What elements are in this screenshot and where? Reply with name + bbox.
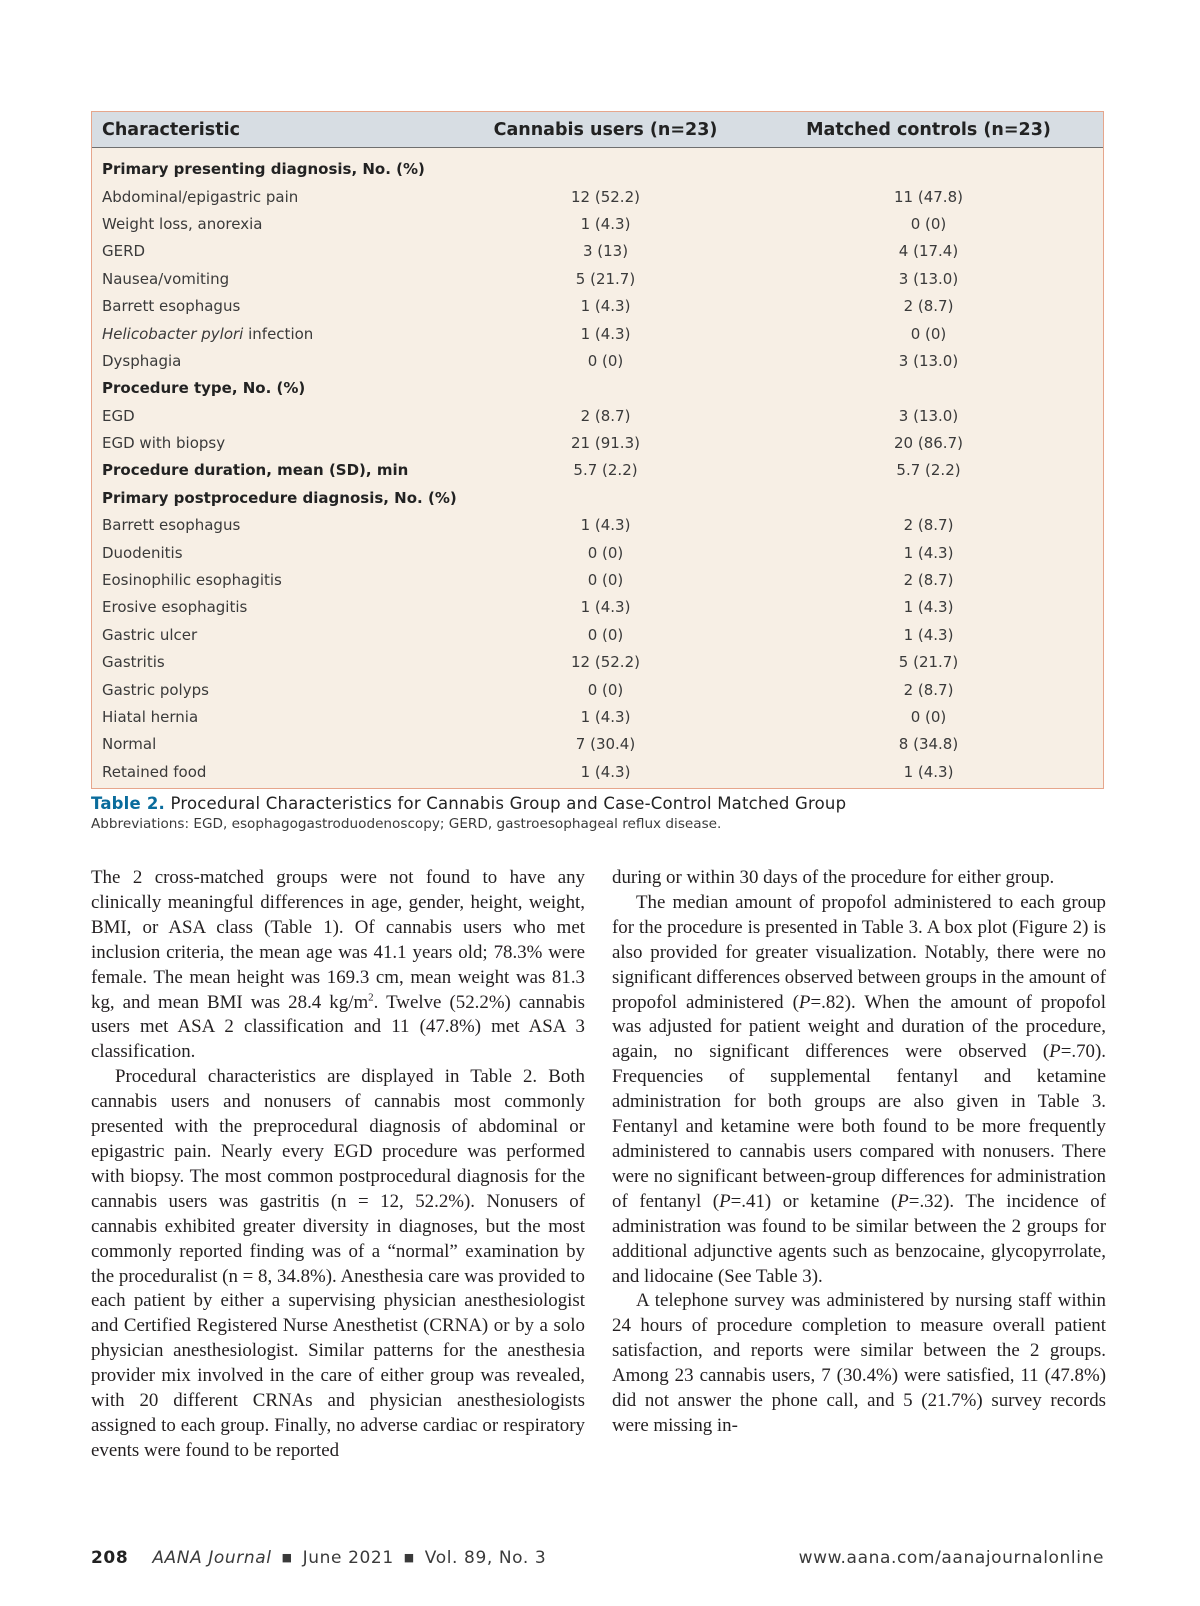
cannabis-users-value: 0 (0) <box>587 571 624 590</box>
matched-controls-value: 2 (8.7) <box>903 571 954 590</box>
cannabis-users-value: 5.7 (2.2) <box>573 461 638 480</box>
table-body <box>92 148 1103 788</box>
row-label: Retained food <box>102 762 207 781</box>
matched-controls-value: 11 (47.8) <box>894 187 963 206</box>
cannabis-users-value: 7 (30.4) <box>575 735 636 754</box>
paragraph: Procedural characteristics are displayed in Table 2. Both cannabis users and nonusers of cannabis most commonly presented with the preprocedural diagnosis of abdominal or epigastric pain. Nearly every EGD procedure was performed with biopsy. The most common postprocedural diagnosis for the cannabis users was gastritis (n = 12, 52.2%). Nonusers of cannabis exhibited greater diversity in diagnoses, but the most commonly reported finding was of a “normal” examination by the proceduralist (n = 8, 34.8%). Anesthesia care was provided to each patient by either a supervising physician anesthesiologist and Certified Registered Nurse Anesthetist (CRNA) or by a solo physician anesthesiologist. Similar patterns for the anesthesia provider mix involved in the care of either group was revealed, with 20 different CRNAs and physician anesthesiologists assigned to each group. Finally, no adverse cardiac or respiratory events were found to be reported <box>91 1066 585 1461</box>
cannabis-users-value: 12 (52.2) <box>571 187 640 206</box>
matched-controls-value <box>754 375 1103 402</box>
cannabis-users-value: 5 (21.7) <box>575 269 636 288</box>
table-header-row <box>92 112 1103 148</box>
caption-title: Procedural Characteristics for Cannabis Group and Case-Control Matched Group <box>170 794 847 813</box>
superscript: 2 <box>368 991 374 1004</box>
cannabis-users-value <box>457 485 754 512</box>
matched-controls-value: 8 (34.8) <box>898 735 959 754</box>
cannabis-users-value <box>457 148 754 184</box>
cannabis-users-value: 0 (0) <box>587 625 624 644</box>
cannabis-users-value: 3 (13) <box>582 242 629 261</box>
matched-controls-value: 0 (0) <box>910 324 947 343</box>
caption-table-number: Table 2. <box>91 794 166 813</box>
cannabis-users-value <box>457 375 754 402</box>
row-label: Hiatal hernia <box>102 708 199 726</box>
cannabis-users-value: 0 (0) <box>587 351 624 370</box>
table-row <box>92 704 1103 731</box>
row-label: EGD <box>102 406 135 425</box>
p-value-symbol: P <box>798 991 811 1013</box>
table-row <box>92 731 1103 758</box>
paragraph <box>91 866 585 1065</box>
cannabis-users-value: 1 (4.3) <box>580 516 631 535</box>
volume-issue: Vol. 89, No. 3 <box>424 1548 547 1568</box>
paragraph <box>612 891 1106 1290</box>
text-run: =.41) or ketamine ( <box>730 1190 898 1212</box>
table-row <box>92 676 1103 703</box>
row-label: Gastric ulcer <box>102 625 198 644</box>
table-row <box>92 238 1103 265</box>
cannabis-users-value: 1 (4.3) <box>580 598 631 617</box>
row-label: Gastric polyps <box>102 680 209 699</box>
header-cannabis-users: Cannabis users (n=23) <box>457 112 754 148</box>
matched-controls-value <box>754 148 1103 184</box>
row-label <box>92 320 457 347</box>
row-label-rest: infection <box>243 324 314 343</box>
row-label-italic: Helicobacter pylori <box>102 324 244 343</box>
table-row <box>92 403 1103 430</box>
text-run: . Twelve (52.2%) cannabis users met ASA 2 classification and 11 (47.8%) met ASA 3 classification. <box>91 991 586 1063</box>
table-row <box>92 430 1103 457</box>
cannabis-users-value: 0 (0) <box>587 543 624 562</box>
journal-url: www.aana.com/aanajournalonline <box>798 1548 1104 1568</box>
caption-abbreviations: Abbreviations: EGD, esophagogastroduodenoscopy; GERD, gastroesophageal reflux disease. <box>91 816 722 832</box>
table-section-row <box>92 485 1103 512</box>
matched-controls-value: 5 (21.7) <box>898 653 959 672</box>
p-value-symbol: P <box>897 1190 909 1212</box>
paragraph: A telephone survey was administered by nursing staff within 24 hours of procedure completion to measure overall patient satisfaction, and reports were similar between the 2 groups. Among 23 cannabis users, 7 (30.4%) were satisfied, 11 (47.8%) did not answer the phone call, and 5 (21.7%) survey records were missing in- <box>612 1290 1106 1436</box>
table-section-row <box>92 148 1103 184</box>
matched-controls-value: 4 (17.4) <box>898 242 959 261</box>
row-label: Procedure duration, mean (SD), min <box>102 461 409 480</box>
journal-name: AANA Journal <box>152 1548 272 1568</box>
matched-controls-value: 1 (4.3) <box>903 543 954 562</box>
matched-controls-value: 2 (8.7) <box>903 680 954 699</box>
header-characteristic: Characteristic <box>92 112 457 148</box>
row-label: Primary postprocedure diagnosis, No. (%) <box>102 488 457 507</box>
table-row <box>92 622 1103 649</box>
text-run: =.70). Frequencies of supplemental fentanyl and ketamine administration for both groups are also given in Table 3. Fentanyl and ketamine were both found to be more frequently administered to cannabis users compared with nonusers. There were no significant between-group differences for administration of fentanyl ( <box>612 1041 1106 1212</box>
row-label: Duodenitis <box>102 543 183 562</box>
matched-controls-value: 5.7 (2.2) <box>896 461 961 480</box>
row-label: Barrett esophagus <box>102 297 241 316</box>
matched-controls-value: 0 (0) <box>910 214 947 233</box>
body-column-left <box>91 866 585 1464</box>
cannabis-users-value: 21 (91.3) <box>571 434 640 453</box>
cannabis-users-value: 1 (4.3) <box>580 708 631 726</box>
table-row <box>92 266 1103 293</box>
matched-controls-value: 3 (13.0) <box>898 351 959 370</box>
cannabis-users-value: 1 (4.3) <box>580 762 631 781</box>
header-matched-controls: Matched controls (n=23) <box>754 112 1103 148</box>
text-run: =.82). When the amount of propofol was adjusted for patient weight and duration of the procedure, again, no significant differences were observed ( <box>612 991 1106 1063</box>
matched-controls-value: 3 (13.0) <box>898 269 959 288</box>
matched-controls-value: 1 (4.3) <box>903 762 954 781</box>
row-label: Normal <box>102 735 157 754</box>
table-row <box>92 348 1103 375</box>
row-label: Abdominal/epigastric pain <box>102 187 299 206</box>
paragraph: during or within 30 days of the procedure for either group. <box>612 867 1055 888</box>
table-row <box>92 759 1103 788</box>
table-row <box>92 649 1103 676</box>
text-run: The median amount of propofol administered to each group for the procedure is presented in Table 3. A box plot (Figure 2) is also provided for greater visualization. Notably, there were no significant differences observed between groups in the amount of propofol administered ( <box>612 891 1106 1013</box>
matched-controls-value: 3 (13.0) <box>898 406 959 425</box>
row-label: Erosive esophagitis <box>102 598 248 617</box>
matched-controls-value: 1 (4.3) <box>903 625 954 644</box>
row-label: Nausea/vomiting <box>102 269 230 288</box>
row-label: Barrett esophagus <box>102 516 241 535</box>
row-label: Primary presenting diagnosis, No. (%) <box>102 160 425 179</box>
cannabis-users-value: 12 (52.2) <box>571 653 640 672</box>
table-row <box>92 594 1103 621</box>
table-section-row <box>92 375 1103 402</box>
cannabis-users-value: 0 (0) <box>587 680 624 699</box>
row-label: Gastritis <box>102 653 165 672</box>
caption-title-line <box>91 794 1104 813</box>
cannabis-users-value: 1 (4.3) <box>580 214 631 233</box>
table-caption <box>91 794 1104 832</box>
procedural-characteristics-table <box>92 112 1103 788</box>
matched-controls-value: 2 (8.7) <box>903 516 954 535</box>
table-2 <box>91 111 1104 789</box>
body-column-right <box>612 866 1106 1439</box>
cannabis-users-value: 1 (4.3) <box>580 297 631 316</box>
row-label: Eosinophilic esophagitis <box>102 571 282 590</box>
matched-controls-value <box>754 485 1103 512</box>
matched-controls-value: 1 (4.3) <box>903 598 954 617</box>
table-row <box>92 512 1103 539</box>
matched-controls-value: 20 (86.7) <box>894 434 963 453</box>
p-value-symbol: P <box>1049 1041 1061 1063</box>
row-label: Procedure type, No. (%) <box>102 379 306 398</box>
table-row <box>92 293 1103 320</box>
issue-date: June 2021 <box>302 1548 394 1568</box>
cannabis-users-value: 1 (4.3) <box>580 324 631 343</box>
page-number: 208 <box>91 1548 129 1568</box>
matched-controls-value: 2 (8.7) <box>903 297 954 316</box>
table-row <box>92 320 1103 347</box>
cannabis-users-value: 2 (8.7) <box>580 406 631 425</box>
matched-controls-value: 0 (0) <box>910 708 947 726</box>
row-label: GERD <box>102 242 146 261</box>
table-row <box>92 539 1103 566</box>
row-label: Dysphagia <box>102 351 182 370</box>
table-section-row <box>92 457 1103 484</box>
text-run: =.32). The incidence of administration was found to be similar between the 2 groups for additional adjunctive agents such as benzocaine, glycopyrrolate, and lidocaine (See Table 3). <box>612 1190 1106 1287</box>
separator-icon: ■ <box>403 1551 415 1564</box>
table-row <box>92 211 1103 238</box>
separator-icon: ■ <box>281 1551 293 1564</box>
table-row <box>92 567 1103 594</box>
page-footer <box>91 1548 1104 1568</box>
row-label: Weight loss, anorexia <box>102 214 263 233</box>
text-run: The 2 cross-matched groups were not found to have any clinically meaningful differences in age, gender, height, weight, BMI, or ASA class (Table 1). Of cannabis users who met inclusion criteria, the mean age was 41.1 years old; 78.3% were female. The mean height was 169.3 cm, mean weight was 81.3 kg, and mean BMI was 28.4 kg/m <box>91 867 585 1013</box>
table-row <box>92 183 1103 210</box>
row-label: EGD with biopsy <box>102 434 226 453</box>
p-value-symbol: P <box>719 1190 731 1212</box>
